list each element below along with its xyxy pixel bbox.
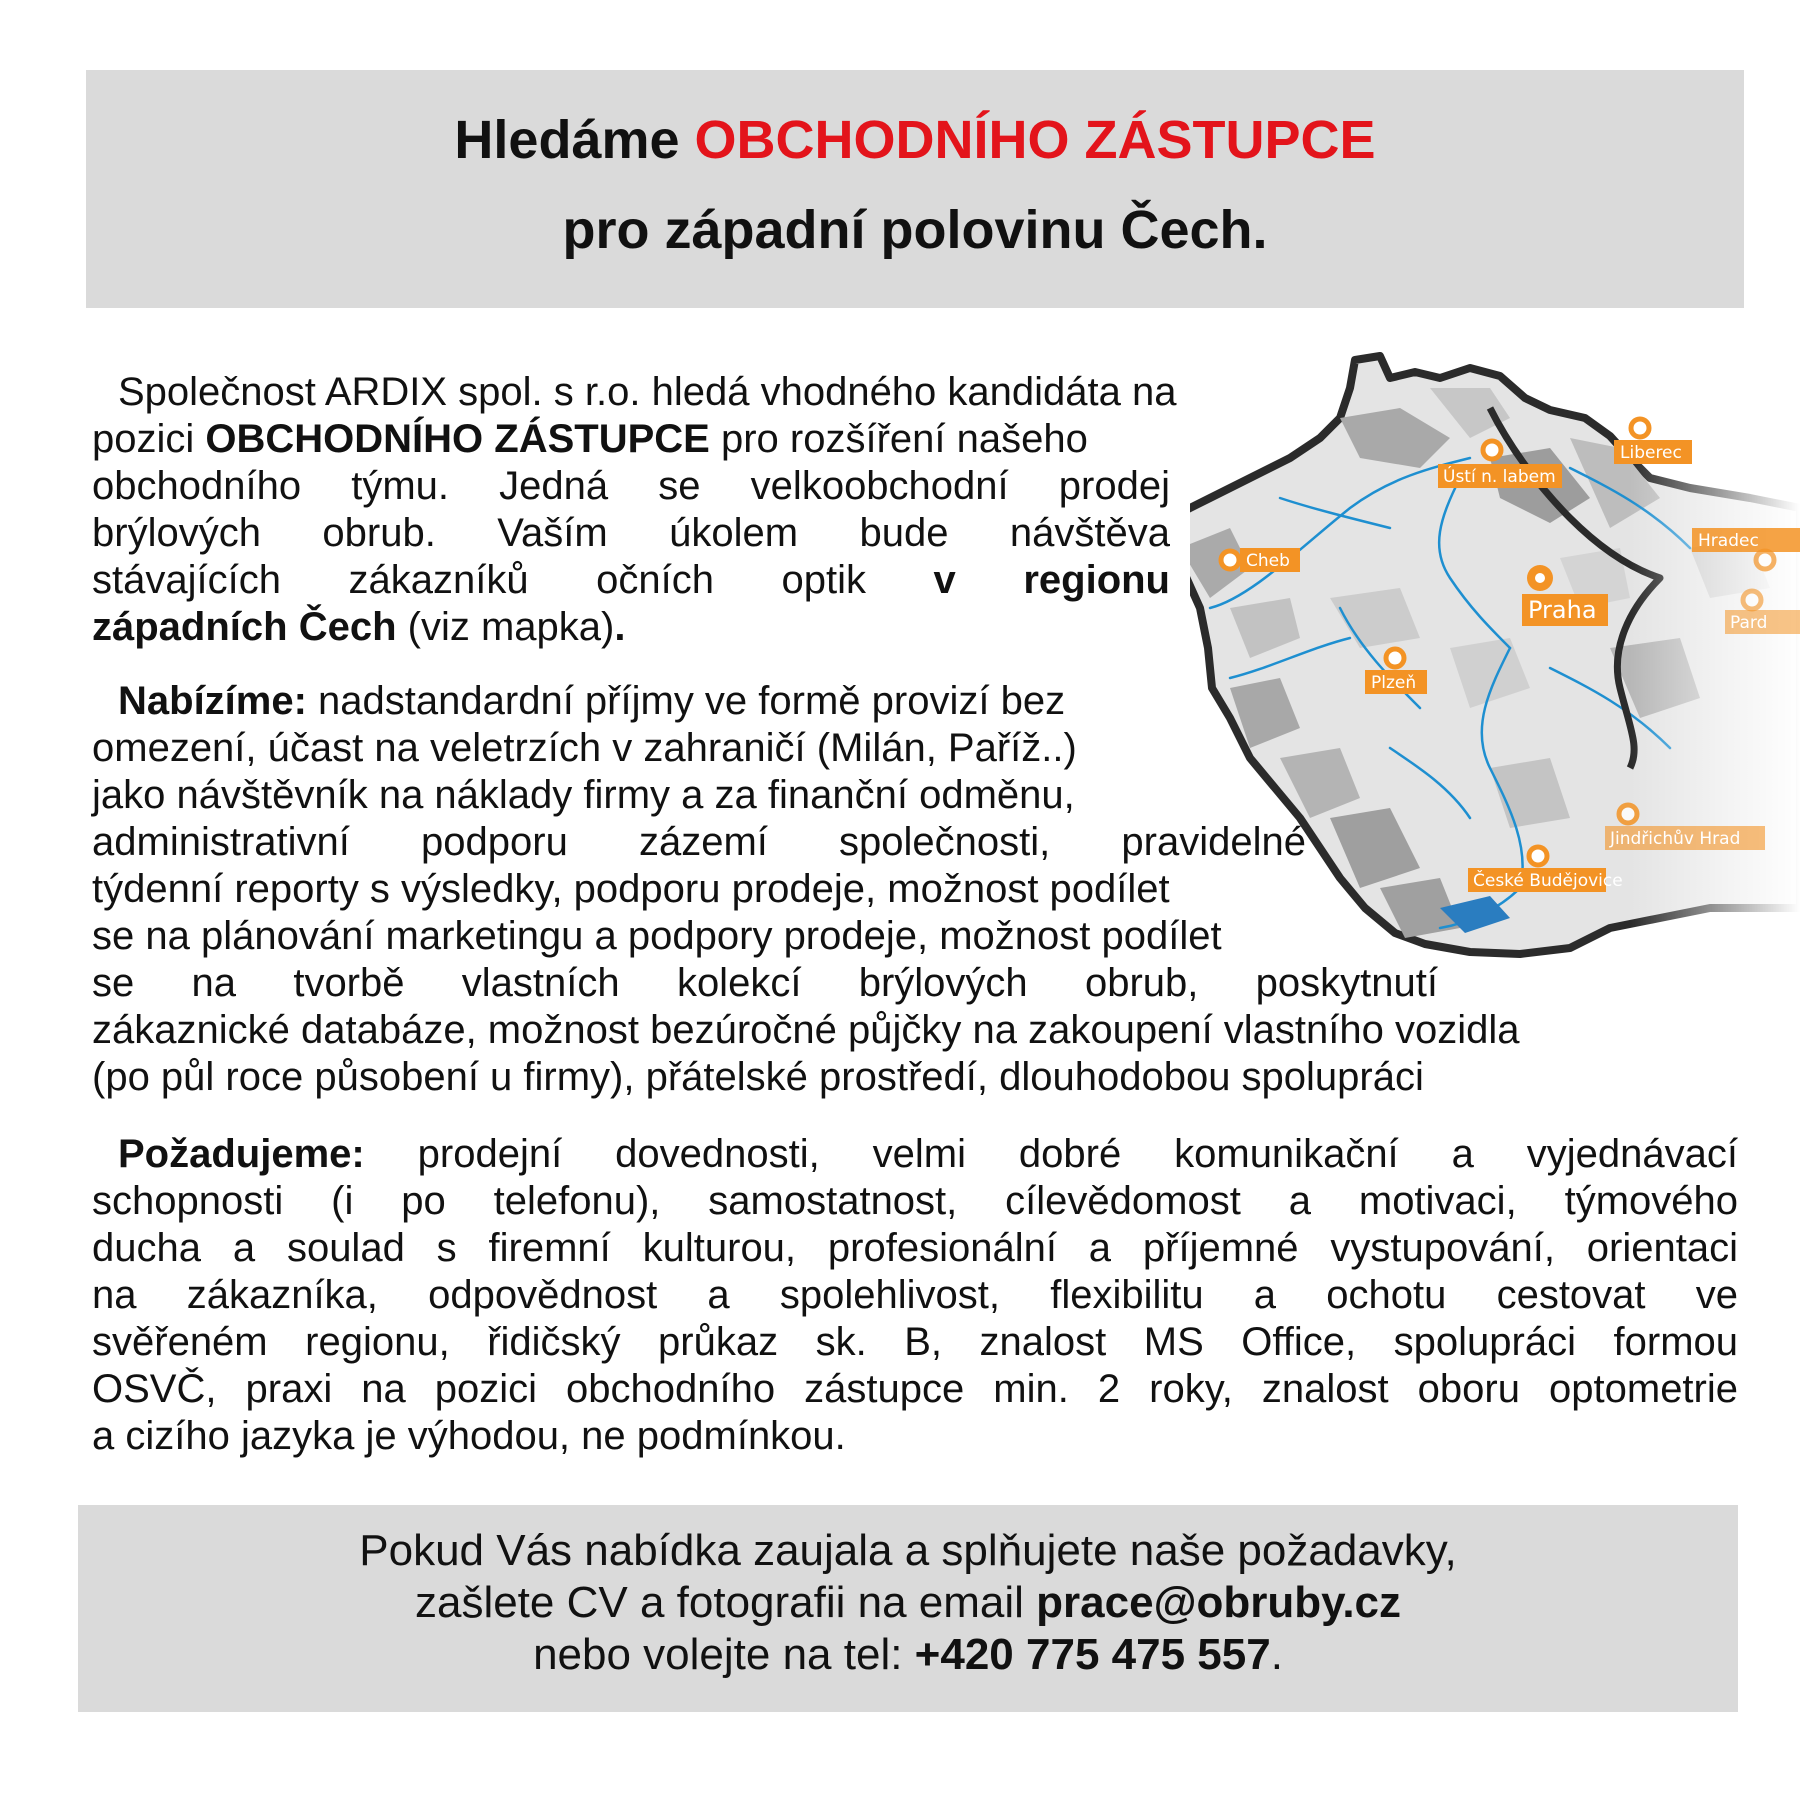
req-line-5: svěřeném regionu, řidičský průkaz sk. B, znalost MS Office, spolupráci formou [92,1320,1738,1364]
contact-text: zašlete CV a fotografii na email [414,1578,1037,1627]
contact-line-1: Pokud Vás nabídka zaujala a splňujete naše požadavky, [359,1526,1457,1575]
contact-email-link[interactable]: prace@obruby.cz [1036,1578,1402,1627]
intro-line-5 [92,557,1170,604]
intro-line-4: brýlových obrub. Vaším úkolem bude návštěva [92,511,1170,555]
req-line-6: OSVČ, praxi na pozici obchodního zástupce min. 2 roky, znalost oboru optometrie [92,1367,1738,1411]
czech-map-svg [1190,348,1800,968]
intro-text: . [614,605,626,649]
offer-line-4: administrativní podporu zázemí společnosti, pravidelné [92,820,1306,864]
offer-line-3: jako návštěvník na náklady firmy a za finanční odměnu, [92,773,1075,817]
contact-banner [78,1505,1738,1712]
header-banner [86,70,1744,308]
headline-position: OBCHODNÍHO ZÁSTUPCE [694,110,1376,170]
req-line-7: a cizího jazyka je výhodou, ne podmínkou. [92,1414,846,1458]
intro-line-6 [92,604,625,651]
contact-phone-link[interactable]: +420 775 475 557 [914,1630,1271,1679]
city-marker-jindrichuv [1619,805,1637,823]
city-label-praha: Praha [1528,596,1597,624]
city-label-usti: Ústí n. labem [1443,467,1556,487]
city-marker-plzen [1386,649,1404,667]
intro-text: pozici [92,417,206,461]
offer-line-7: se na tvorbě vlastních kolekcí brýlových obrub, poskytnutí [92,961,1438,1005]
offer-line-9: (po půl roce působení u firmy), přátelské prostředí, dlouhodobou spolupráci [92,1055,1424,1099]
intro-region-bold: v regionu [933,558,1170,602]
intro-text: (viz mapka) [396,605,615,649]
intro-line-3: obchodního týmu. Jedná se velkoobchodní prodej [92,464,1170,508]
offer-line-2: omezení, účast na veletrzích v zahraničí (Milán, Paříž..) [92,726,1077,770]
requirements-label: Požadujeme: [118,1132,365,1176]
offer-text: nadstandardní příjmy ve formě provizí bez [306,679,1066,723]
intro-region-bold: západních Čech [92,605,397,649]
city-marker-pardubice [1743,591,1761,609]
req-line-2: schopnosti (i po telefonu), samostatnost, cílevědomost a motivaci, týmového [92,1179,1738,1223]
req-line-3: ducha a soulad s firemní kulturou, profesionální a příjemné vystupování, orientaci [92,1226,1738,1270]
capital-star-icon [1535,573,1545,583]
city-label-hradec: Hradec [1698,531,1759,551]
city-label-cheb: Cheb [1246,551,1290,571]
contact-line-2 [78,1577,1738,1629]
offer-line-5: týdenní reporty s výsledky, podporu prodeje, možnost podílet [92,867,1170,911]
intro-position-bold: OBCHODNÍHO ZÁSTUPCE [205,417,710,461]
offer-line-1 [118,678,1065,725]
region-map [1190,348,1800,968]
offer-line-6: se na plánování marketingu a podpory prodeje, možnost podílet [92,914,1222,958]
city-label-pardubice: Pard [1730,613,1768,633]
intro-line-2 [92,416,1088,463]
headline-prefix: Hledáme [454,110,680,170]
intro-text: pro rozšíření našeho [709,417,1088,461]
offer-line-8: zákaznické databáze, možnost bezúročné půjčky na zakoupení vlastního vozidla [92,1008,1520,1052]
city-label-plzen: Plzeň [1371,673,1417,693]
req-line-4: na zákazníka, odpovědnost a spolehlivost, flexibilitu a ochotu cestovat ve [92,1273,1738,1317]
intro-line-1: Společnost ARDIX spol. s r.o. hledá vhodného kandidáta na [118,370,1177,414]
contact-line-3 [78,1629,1738,1681]
city-label-liberec: Liberec [1620,443,1682,463]
contact-text: nebo volejte na tel: [533,1630,915,1679]
city-marker-liberec [1631,419,1649,437]
city-label-budejovice: České Budějovice [1473,871,1623,891]
req-line-1 [118,1131,1738,1178]
city-marker-usti [1483,441,1501,459]
intro-text: stávajících zákazníků očních optik [92,558,934,602]
city-marker-cheb [1221,551,1239,569]
contact-text: . [1270,1630,1283,1679]
offer-label: Nabízíme: [118,679,307,723]
headline-region: pro západní polovinu Čech. [562,200,1268,260]
headline [86,108,1744,172]
city-marker-budejovice [1529,847,1547,865]
city-label-jindrichuv: Jindřichův Hrad [1610,829,1741,849]
req-text: prodejní dovednosti, velmi dobré komunikační a vyjednávací [364,1132,1738,1176]
city-marker-hradec [1756,551,1774,569]
